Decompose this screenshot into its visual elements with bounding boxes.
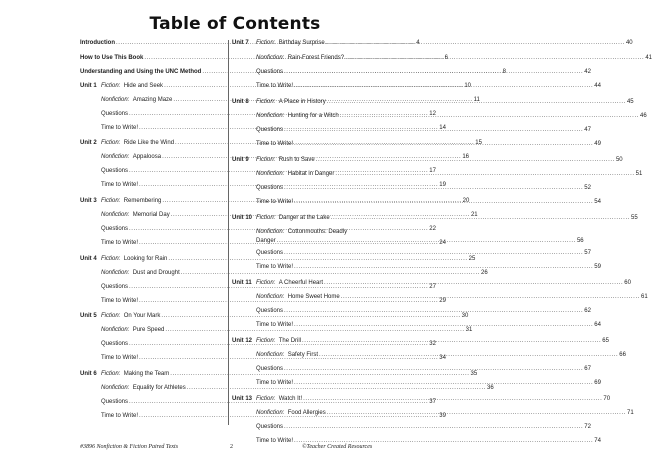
dot-leader	[316, 157, 615, 163]
unit-label: Unit 6	[80, 370, 97, 377]
page-number: 11	[473, 96, 480, 103]
entry-title: Understanding and Using the UNC Method	[80, 68, 202, 75]
page-number: 65	[602, 337, 609, 344]
toc-entry	[80, 269, 488, 280]
dot-leader	[294, 83, 593, 89]
genre-label: Nonfiction:	[101, 326, 130, 333]
page-number: 44	[594, 82, 601, 89]
page-number: 4	[416, 40, 420, 46]
unit-label: Unit 5	[80, 312, 97, 319]
genre-label: Nonfiction:	[101, 211, 130, 218]
page-number: 47	[584, 126, 591, 133]
page-number: 39	[439, 412, 446, 419]
entry-title: Time to Write!	[256, 263, 294, 270]
entry-title: Amazing Maze	[132, 96, 173, 103]
genre-label: Fiction:	[256, 337, 276, 344]
genre-label: Fiction:	[101, 197, 121, 204]
entry-title: Questions	[101, 110, 129, 117]
page-number: 51	[635, 170, 643, 177]
genre-label: Nonfiction:	[101, 153, 130, 160]
page-number: 25	[468, 255, 476, 262]
toc-entry	[80, 297, 446, 308]
page-number: 15	[475, 139, 482, 146]
dot-leader	[294, 380, 593, 386]
page-number: 10	[464, 82, 471, 89]
page-number: 29	[439, 297, 446, 304]
dot-leader	[327, 96, 626, 105]
dot-leader	[294, 322, 593, 328]
entry-title: Food Allergies	[287, 409, 326, 416]
unit-label: Unit 9	[232, 156, 249, 163]
entry-title: Memorial Day	[132, 211, 170, 218]
entry-title: Appaloosa	[132, 153, 162, 160]
page-number: 41	[645, 54, 652, 61]
genre-label: Nonfiction:	[256, 170, 285, 177]
page-number: 22	[429, 225, 436, 232]
entry-title: Safety First	[287, 351, 319, 358]
entry-title: Home Sweet Home	[287, 293, 340, 300]
toc-entry	[80, 384, 494, 395]
page-number: 59	[594, 263, 601, 270]
page-number: 69	[594, 379, 601, 386]
entry-title: Questions	[256, 423, 284, 430]
entry-title: Time to Write!	[101, 354, 139, 361]
entry-title: Equality for Athletes	[132, 384, 186, 391]
page-number: 54	[594, 198, 601, 205]
page-number: 24	[439, 239, 446, 246]
entry-title: Time to Write!	[256, 82, 294, 89]
entry-title: Time to Write!	[256, 140, 294, 147]
entry-title: Time to Write!	[256, 379, 294, 386]
entry-title: Questions	[256, 249, 284, 256]
dot-leader	[303, 396, 602, 402]
page-number: 50	[615, 156, 623, 163]
entry-title: Questions	[256, 365, 284, 372]
unit-label: Unit 2	[80, 139, 97, 146]
entry-title: Questions	[101, 340, 129, 347]
dot-leader	[294, 199, 593, 205]
page-number: 19	[439, 181, 446, 188]
entry-title: Birthday Surprise	[278, 40, 325, 46]
dot-leader	[319, 352, 618, 358]
page-number: 35	[470, 370, 478, 377]
page-number: 30	[461, 312, 469, 319]
toc-entry	[232, 40, 633, 50]
genre-label: Fiction:	[256, 279, 276, 286]
dot-leader	[331, 215, 630, 221]
page-number: 16	[462, 153, 469, 160]
page-number: 31	[465, 326, 473, 333]
unit-label: Unit 11	[232, 279, 252, 286]
page-number: 49	[594, 140, 601, 147]
dot-leader	[284, 424, 583, 430]
entry-title: Time to Write!	[256, 321, 294, 328]
page-number: 62	[584, 307, 591, 314]
dot-leader	[335, 171, 634, 177]
entry-title: Ride Like the Wind	[123, 139, 175, 146]
entry-title: How to Use This Book	[80, 54, 144, 61]
page-number: 64	[594, 321, 601, 328]
entry-title: Pure Speed	[132, 326, 165, 333]
page-number: 14	[439, 124, 446, 131]
genre-label: Nonfiction:	[256, 351, 285, 358]
unit-label: Unit 12	[232, 337, 253, 344]
genre-label: Fiction:	[256, 395, 276, 402]
dot-leader	[294, 141, 593, 147]
dot-leader	[326, 40, 625, 46]
genre-label: Nonfiction:	[256, 54, 285, 61]
entry-title: Remembering	[123, 197, 162, 204]
entry-title: Time to Write!	[101, 297, 139, 304]
toc-entry	[80, 370, 478, 381]
entry-title: Making the Team	[123, 370, 170, 377]
entry-title: Cottonmouths: Deadly	[287, 228, 348, 235]
entry-title: Time to Write!	[256, 437, 294, 444]
page-number: 36	[486, 384, 494, 391]
dot-leader	[340, 110, 639, 119]
toc-entry	[80, 312, 469, 323]
page-number: 52	[584, 184, 591, 191]
page-number: 60	[624, 279, 631, 286]
unit-label: Unit 8	[232, 98, 249, 105]
dot-leader	[294, 264, 593, 270]
footer-copyright: ©Teacher Created Resources	[302, 444, 373, 450]
page-number: 8	[502, 68, 506, 75]
entry-title: Introduction	[80, 40, 115, 46]
entry-title: On Your Mark	[123, 312, 161, 319]
entry-title: Dust and Drought	[132, 269, 180, 276]
page-title: Table of Contents	[149, 14, 321, 34]
page-number: 70	[603, 395, 611, 402]
genre-label: Nonfiction:	[256, 409, 285, 416]
page-number: 66	[619, 351, 626, 358]
genre-label: Fiction:	[256, 98, 276, 105]
entry-title: Rush to Save	[278, 156, 315, 163]
dot-leader	[341, 294, 640, 300]
entry-title: Questions	[256, 184, 284, 191]
toc-entry	[80, 255, 476, 266]
page-number: 12	[429, 110, 436, 117]
genre-label: Nonfiction:	[256, 293, 285, 300]
page-number: 45	[626, 98, 634, 105]
column-divider	[228, 40, 229, 425]
dot-leader	[294, 438, 593, 444]
dot-leader	[284, 69, 583, 75]
dot-leader	[284, 250, 583, 256]
page-number: 61	[640, 293, 648, 300]
page-number: 42	[584, 68, 591, 75]
genre-label: Fiction:	[101, 370, 121, 377]
entry-title: Time to Write!	[101, 124, 139, 131]
footer-book-title: #3896 Nonfiction & Fiction Paired Texts	[80, 444, 179, 450]
entry-title: Time to Write!	[101, 181, 139, 188]
entry-title: Hide and Seek	[123, 82, 164, 89]
dot-leader	[324, 280, 623, 286]
toc-entry	[232, 423, 591, 434]
genre-label: Fiction:	[101, 139, 121, 146]
genre-label: Fiction:	[256, 214, 276, 221]
entry-title: The Drill	[278, 337, 302, 344]
page-number: 17	[429, 167, 436, 174]
footer-page-number: 2	[230, 444, 233, 450]
genre-label: Fiction:	[256, 40, 276, 46]
entry-title: Looking for Rain	[123, 255, 168, 262]
entry-title: Time to Write!	[101, 412, 139, 419]
page-number: 72	[584, 423, 591, 430]
page-number: 27	[429, 283, 436, 290]
page-number: 34	[439, 354, 446, 361]
dot-leader	[284, 185, 583, 191]
dot-leader	[284, 366, 583, 372]
genre-label: Nonfiction:	[101, 384, 130, 391]
toc-entry	[80, 283, 436, 294]
entry-title: Hunting for a Witch	[287, 112, 339, 119]
entry-title: Rain-Forest Friends?	[287, 54, 345, 61]
unit-label: Unit 4	[80, 255, 97, 262]
page-number: 57	[584, 249, 591, 256]
unit-label: Unit 7	[232, 40, 249, 46]
toc-entry	[80, 326, 473, 337]
page-number: 37	[429, 398, 436, 405]
dot-leader	[345, 55, 644, 61]
entry-title: Questions	[256, 126, 284, 133]
page-number: 56	[576, 237, 584, 244]
entry-title: Questions	[101, 283, 129, 290]
page-number: 46	[639, 112, 647, 119]
entry-title: Danger at the Lake	[278, 214, 330, 221]
entry-title: A Place in History	[278, 98, 326, 105]
unit-label: Unit 10	[232, 214, 253, 221]
entry-title: Habitat in Danger	[287, 170, 335, 177]
genre-label: Nonfiction:	[101, 269, 130, 276]
toc-entry	[232, 68, 591, 79]
entry-title: A Cheerful Heart	[278, 279, 324, 286]
page-number: 74	[594, 437, 601, 444]
genre-label: Fiction:	[256, 156, 276, 163]
toc-entry	[232, 54, 652, 65]
page-number: 71	[626, 409, 634, 416]
genre-label: Nonfiction:	[101, 96, 130, 103]
entry-title: Watch It!	[278, 395, 303, 402]
page-number: 20	[462, 197, 470, 204]
genre-label: Nonfiction:	[256, 112, 285, 119]
dot-leader	[327, 410, 626, 416]
entry-title: Questions	[256, 68, 284, 75]
entry-title-continued: Danger	[256, 237, 276, 244]
unit-label: Unit 1	[80, 82, 97, 89]
page-number: 6	[444, 54, 448, 61]
genre-label: Fiction:	[101, 82, 121, 89]
entry-title: Questions	[101, 398, 129, 405]
page-number: 67	[584, 365, 591, 372]
page-number: 21	[470, 211, 478, 218]
entry-title: Questions	[101, 167, 129, 174]
page-number: 55	[630, 214, 638, 221]
dot-leader	[284, 124, 583, 133]
dot-leader	[284, 308, 583, 314]
page-number: 40	[625, 40, 633, 46]
genre-label: Fiction:	[101, 255, 121, 262]
entry-title: Questions	[101, 225, 129, 232]
genre-label: Nonfiction:	[256, 228, 285, 235]
genre-label: Fiction:	[101, 312, 121, 319]
entry-title: Time to Write!	[101, 239, 139, 246]
unit-label: Unit 3	[80, 197, 97, 204]
unit-label: Unit 13	[232, 395, 253, 402]
dot-leader	[302, 338, 601, 344]
entry-title: Questions	[256, 307, 284, 314]
page-number: 26	[480, 269, 488, 276]
page-number: 32	[429, 340, 436, 347]
dot-leader	[277, 238, 576, 244]
entry-title: Time to Write!	[256, 198, 294, 205]
